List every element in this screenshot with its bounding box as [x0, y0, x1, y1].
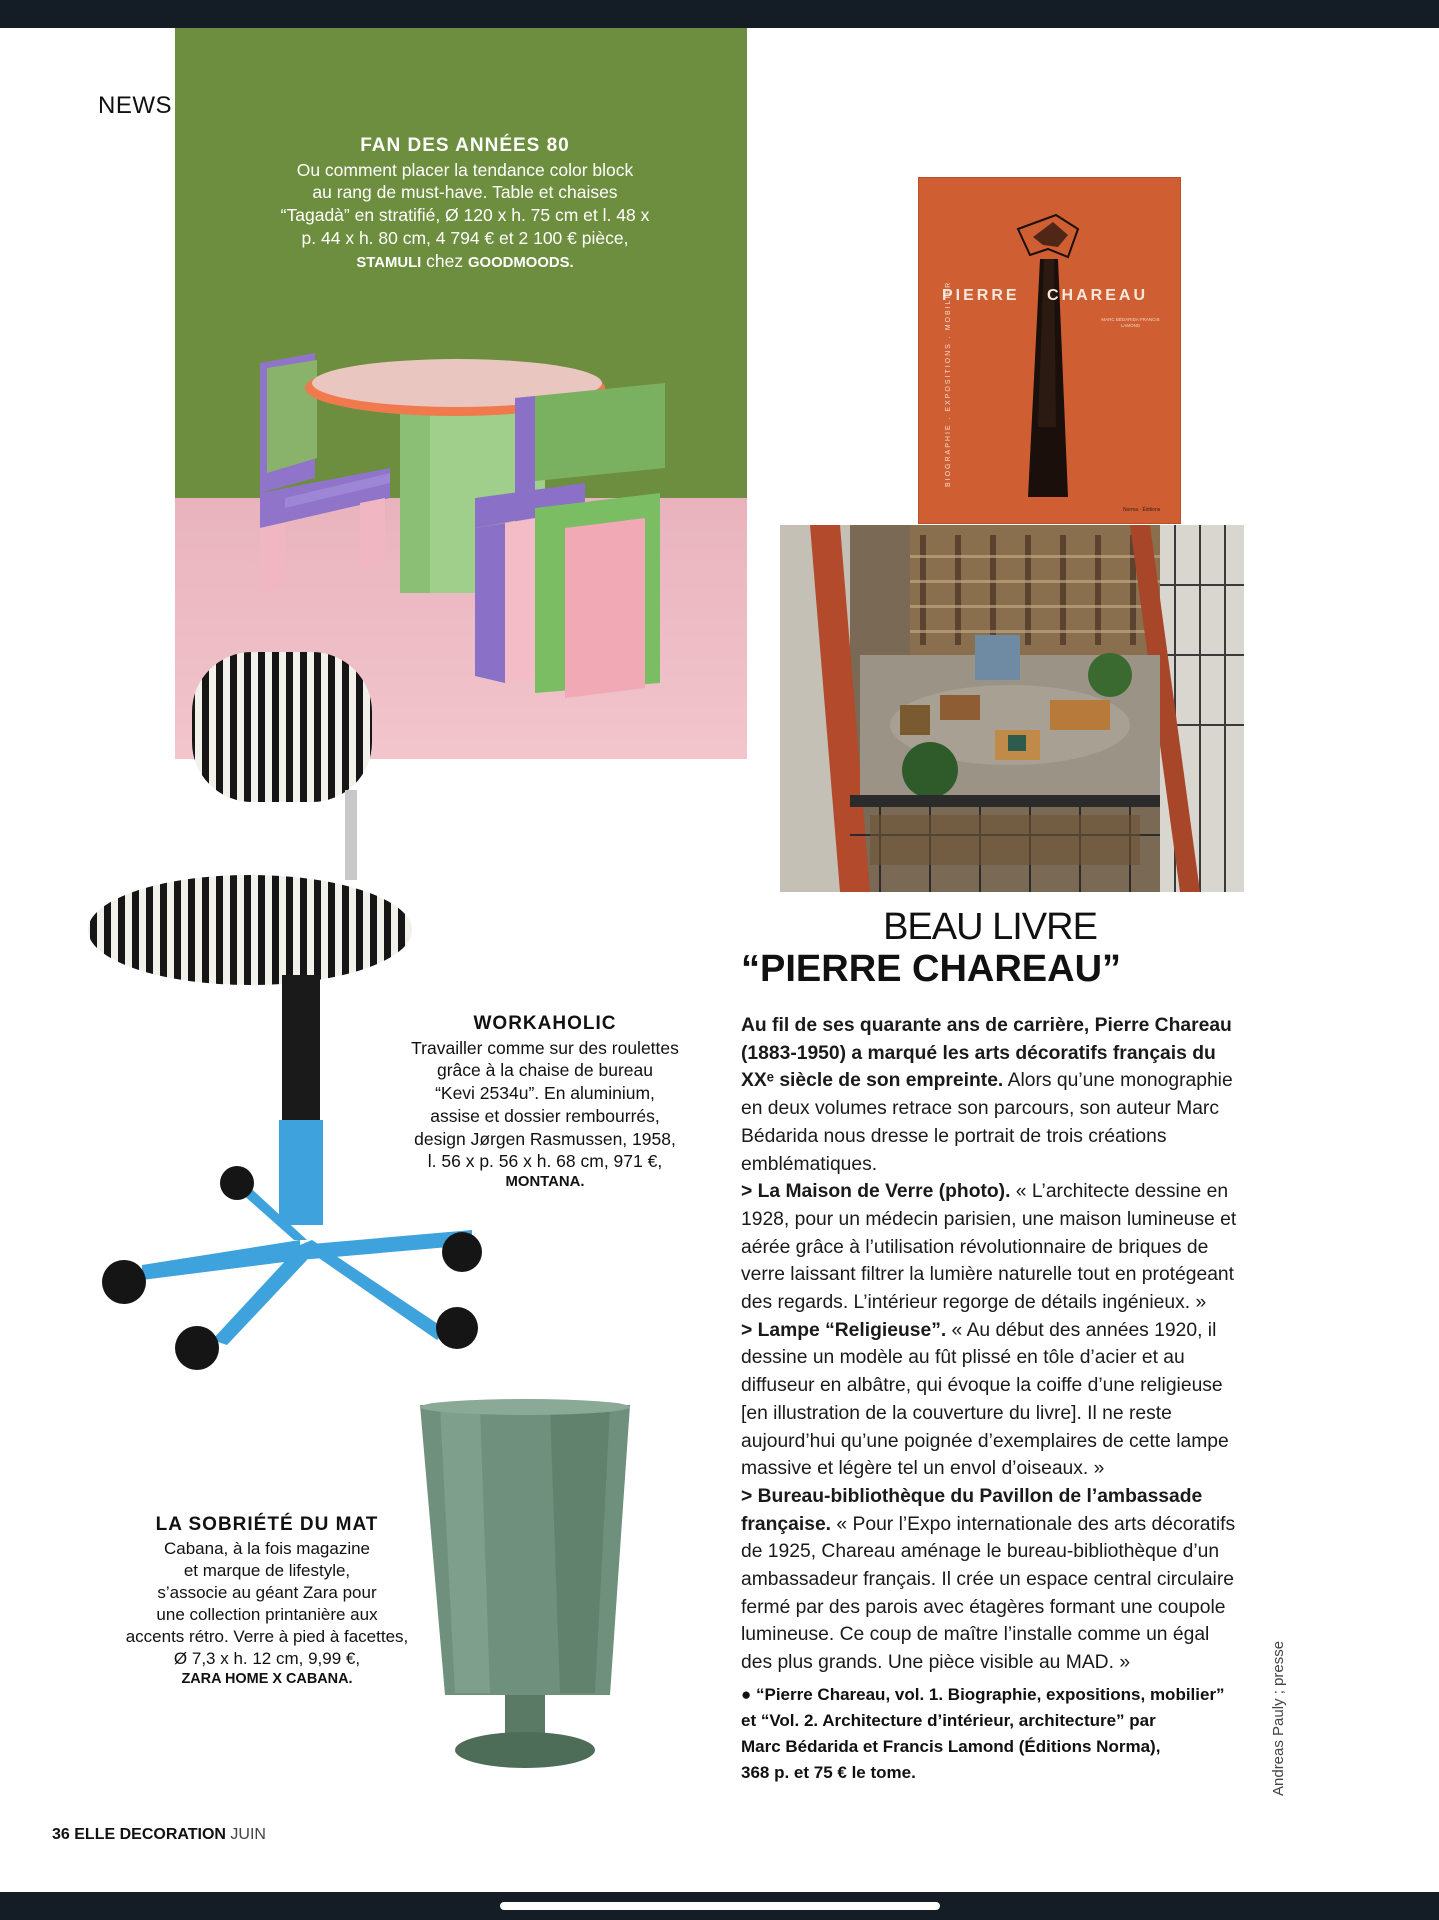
workaholic-line: grâce à la chaise de bureau — [437, 1060, 653, 1081]
book-cover — [918, 177, 1181, 524]
fan-brand-join: chez — [421, 250, 468, 271]
sobriete-line: et marque de lifestyle, — [183, 1560, 351, 1580]
fan-line: au rang de must-have. Table et chaises — [312, 182, 618, 203]
photo-credit: Andreas Pauly ; presse — [1270, 1640, 1287, 1796]
article-item — [741, 1483, 1243, 1677]
article-item-text: « L’architecte dessine en 1928, pour un médecin parisien, une maison lumineuse et aérée grâce à l’utilisation révolutionnaire de briques de verre laissant filtrer la lumière naturelle tout en protégeant des regards. L’intérieur regorge de détails ingénieux. » — [741, 1181, 1237, 1314]
fan-title: FAN DES ANNÉES 80 — [360, 135, 570, 156]
home-indicator[interactable] — [500, 1902, 940, 1910]
article-item — [741, 1178, 1243, 1317]
fan-brand-b: GOODMOODS. — [467, 254, 574, 271]
book-publisher: Norma · Éditions — [1123, 507, 1161, 513]
workaholic-line: l. 56 x p. 56 x h. 68 cm, 971 €, — [427, 1151, 663, 1172]
article-intro — [741, 1012, 1243, 1178]
fan-line: p. 44 x h. 80 cm, 4 794 € et 2 100 € pièce, — [301, 227, 629, 248]
workaholic-brand: MONTANA. — [505, 1174, 585, 1191]
reference-line: ● “Pierre Chareau, vol. 1. Biographie, expositions, mobilier” — [741, 1685, 1225, 1704]
issue-month: JUIN — [230, 1826, 266, 1843]
section-label: NEWS — [98, 92, 172, 119]
article-item — [741, 1317, 1243, 1483]
article-body — [741, 1012, 1243, 1677]
workaholic-line: design Jørgen Rasmussen, 1958, — [414, 1128, 676, 1149]
sobriete-title: LA SOBRIÉTÉ DU MAT — [155, 1514, 379, 1535]
sobriete-line: s’associe au géant Zara pour — [157, 1582, 377, 1602]
fan-line: Ou comment placer la tendance color block — [296, 159, 634, 180]
article-kicker: BEAU LIVRE — [883, 906, 1097, 948]
article-headline: “PIERRE CHAREAU” — [741, 948, 1122, 990]
page-folio — [52, 1826, 266, 1844]
article-item-lead: > Lampe “Religieuse”. — [741, 1319, 947, 1341]
fan-brand-a: STAMULI — [356, 254, 422, 271]
office-chair-illustration — [62, 640, 492, 1380]
workaholic-line: Travailler comme sur des roulettes — [411, 1037, 679, 1058]
article-item-lead: > La Maison de Verre (photo). — [741, 1181, 1011, 1203]
sobriete-line: accents rétro. Verre à pied à facettes, — [125, 1627, 409, 1647]
fan-line: “Tagadà” en stratifié, Ø 120 x h. 75 cm et l. 48 x — [280, 205, 650, 226]
reference-line: et “Vol. 2. Architecture d’intérieur, architecture” par — [741, 1711, 1156, 1730]
sobriete-line: Cabana, à la fois magazine — [163, 1538, 371, 1558]
workaholic-caption — [395, 1012, 695, 1193]
faceted-glass-illustration — [410, 1395, 640, 1775]
book-subtitle: MARC BÉDARIDA FRANCIS LAMOND — [1101, 317, 1160, 329]
book-vertical-text: BIOGRAPHIE . EXPOSITIONS . MOBILIER — [945, 280, 952, 487]
fan-caption — [230, 134, 700, 273]
lamp-illustration — [918, 177, 1181, 524]
reference-line: Marc Bédarida et Francis Lamond (Éditions Norma), — [741, 1737, 1161, 1756]
top-status-bar — [0, 0, 1439, 28]
book-title-right: CHAREAU — [1047, 287, 1148, 304]
article-intro-rest: Alors qu’une monographie en deux volumes retrace son parcours, son auteur Marc Bédarida nous dresse le portrait de trois créations emblématiques. — [741, 1070, 1233, 1175]
book-references — [741, 1682, 1241, 1786]
workaholic-title: WORKAHOLIC — [473, 1013, 617, 1034]
reference-line: 368 p. et 75 € le tome. — [741, 1763, 916, 1782]
sobriete-brand: ZARA HOME X CABANA. — [181, 1671, 353, 1688]
sobriete-caption — [112, 1513, 422, 1689]
magazine-name: ELLE DECORATION — [74, 1826, 226, 1843]
workaholic-line: “Kevi 2534u”. En aluminium, — [435, 1083, 655, 1104]
workaholic-line: assise et dossier rembourrés, — [430, 1105, 660, 1126]
article-item-lead: > Bureau-bibliothèque du Pavillon de l’ambassade française. — [741, 1485, 1203, 1535]
page-number: 36 — [52, 1826, 70, 1843]
book-title-left: PIERRE — [942, 287, 1020, 304]
interior-illustration — [780, 525, 1244, 892]
article-intro-bold: Au fil de ses quarante ans de carrière, Pierre Chareau (1883-1950) a marqué les arts décoratifs français du XXᵉ siècle de son empreinte. — [741, 1015, 1232, 1092]
sobriete-line: une collection printanière aux — [156, 1604, 378, 1624]
maison-de-verre-photo — [780, 525, 1244, 892]
article-item-text: « Pour l’Expo internationale des arts décoratifs de 1925, Chareau aménage le bureau-bibliothèque d’un ambassadeur français. Il crée un espace central circulaire fermé par des parois avec étagères formant une coupole lumineuse. Ce coup de maître l’installe comme un égal des plus grands. Une pièce visible au MAD. » — [741, 1513, 1236, 1674]
article-item-text: « Au début des années 1920, il dessine un modèle au fût plissé en tôle d’acier et au diffuseur en albâtre, qui évoque la coiffe d’une religieuse [en illustration de la couverture du livre]. Il ne reste aujourd’hui qu’une poignée d’exemplaires de cette lampe massive et légère tel un envol d’oiseaux. » — [741, 1319, 1229, 1480]
sobriete-line: Ø 7,3 x h. 12 cm, 9,99 €, — [173, 1649, 361, 1669]
